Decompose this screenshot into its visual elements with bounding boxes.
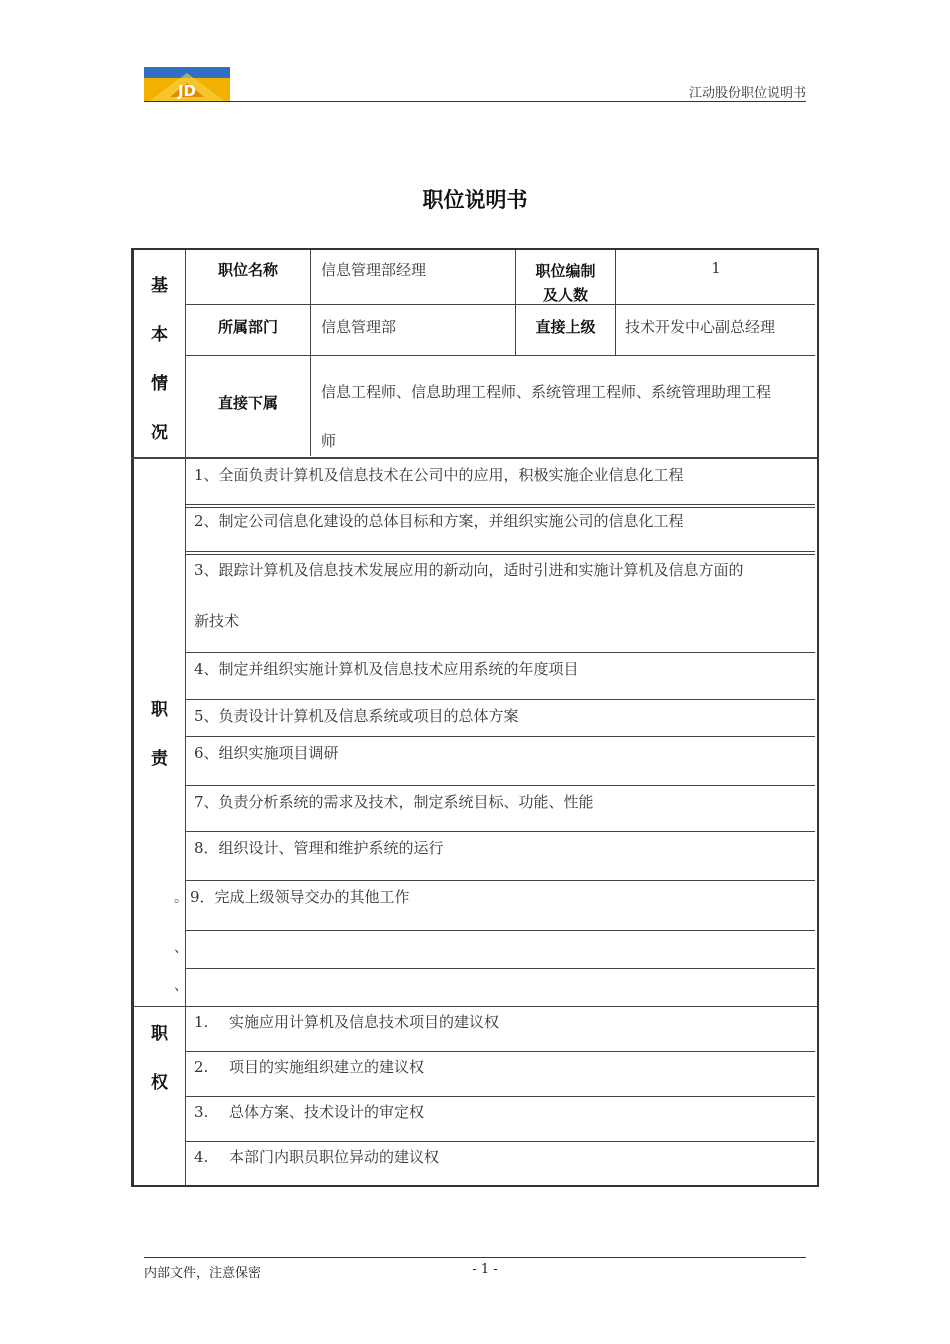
authority-item: 2. 项目的实施组织建立的建议权 (194, 1058, 425, 1076)
hline-duty-6 (185, 785, 815, 786)
section-authority-label: 职 权 (151, 1024, 168, 1093)
duty-item: 3、跟踪计算机及信息技术发展应用的新动向，适时引进和实施计算机及信息方面的 (194, 561, 744, 579)
subordinates-value: 信息工程师、信息助理工程师、系统管理工程师、系统管理助理工程 师 (321, 383, 772, 450)
hline-duty-9 (185, 930, 815, 931)
duty-item: 9．完成上级领导交办的其他工作 (190, 888, 410, 906)
duty-item: 6、组织实施项目调研 (194, 744, 339, 762)
hline-auth-3 (185, 1141, 815, 1142)
company-logo (144, 67, 230, 102)
department-value: 信息管理部 (321, 318, 397, 336)
hline-auth-1 (185, 1051, 815, 1052)
hline-duty-7 (185, 831, 815, 832)
headcount-value: 1 (711, 259, 721, 277)
header-divider (144, 101, 806, 102)
hline-duty-2 (185, 551, 815, 552)
hline-duty-1b (185, 507, 815, 508)
authority-item: 1. 实施应用计算机及信息技术项目的建议权 (194, 1013, 500, 1031)
page-title: 职位说明书 (422, 188, 528, 212)
superior-label: 直接上级 (535, 318, 596, 336)
hline-duty-10 (185, 968, 815, 969)
vline-label (310, 250, 311, 456)
headcount-label: 职位编制 及人数 (535, 262, 596, 304)
position-name-label: 职位名称 (217, 261, 278, 279)
hline-duty-4 (185, 699, 815, 700)
svg-text:JD: JD (177, 82, 197, 100)
authority-item: 4. 本部门内职员职位异动的建议权 (194, 1148, 440, 1166)
hline-basic-1 (185, 304, 815, 305)
duty-item: 新技术 (194, 612, 240, 630)
footer-confidential: 内部文件，注意保密 (144, 1266, 262, 1281)
stray-mark: 。 (174, 890, 188, 906)
header-doc-name: 江动股份职位说明书 (688, 86, 806, 101)
duty-item: 1、全面负责计算机及信息技术在公司中的应用，积极实施企业信息化工程 (194, 466, 684, 484)
superior-value: 技术开发中心副总经理 (625, 318, 776, 336)
hline-basic-2 (185, 355, 815, 356)
stray-mark: 、 (174, 940, 188, 956)
page-number: - 1 - (472, 1262, 498, 1277)
section-basic-label: 基 本 情 况 (151, 276, 168, 443)
vline-section (185, 250, 186, 1185)
stray-mark: 、 (174, 978, 188, 994)
duty-item: 5、负责设计计算机及信息系统或项目的总体方案 (194, 707, 519, 725)
department-label: 所属部门 (217, 318, 278, 336)
hline-duty-5 (185, 736, 815, 737)
section-duties-label: 职 责 (151, 700, 168, 769)
duty-item: 4、制定并组织实施计算机及信息技术应用系统的年度项目 (194, 660, 579, 678)
hline-duty-end (131, 1006, 817, 1007)
hline-duty-1 (185, 504, 815, 505)
duty-item: 8．组织设计、管理和维护系统的运行 (194, 839, 444, 857)
duty-item: 7、负责分析系统的需求及技术，制定系统目标、功能、性能 (194, 793, 594, 811)
duty-item: 2、制定公司信息化建设的总体目标和方案，并组织实施公司的信息化工程 (194, 512, 684, 530)
hline-auth-2 (185, 1096, 815, 1097)
footer-divider (144, 1257, 806, 1258)
hline-duty-2b (185, 554, 815, 555)
hline-duty-3 (185, 652, 815, 653)
hline-duty-8 (185, 880, 815, 881)
subordinates-label: 直接下属 (217, 394, 278, 412)
position-name-value: 信息管理部经理 (321, 261, 427, 279)
authority-item: 3. 总体方案、技术设计的审定权 (194, 1103, 425, 1121)
